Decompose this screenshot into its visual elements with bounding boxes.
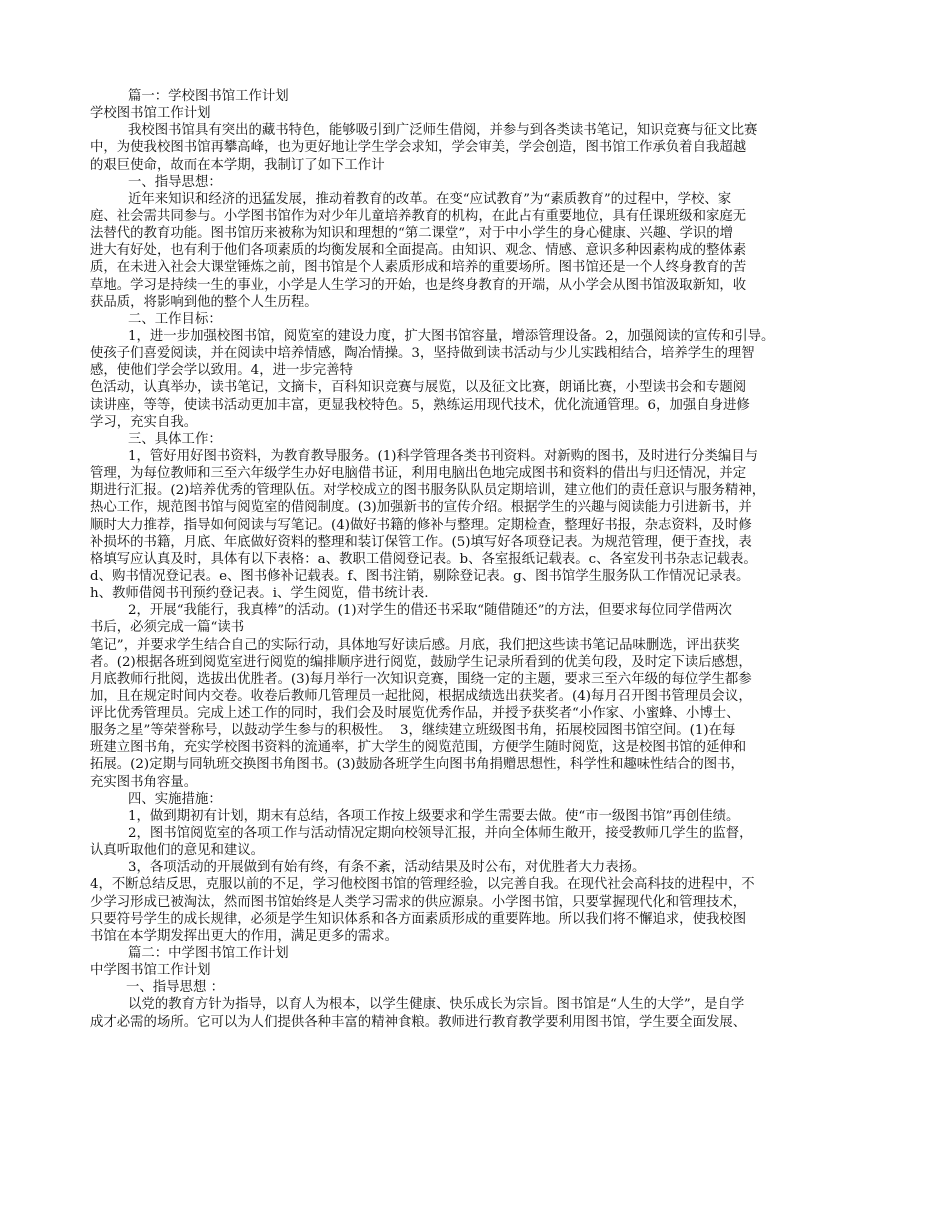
text-line: 二、工作目标： xyxy=(128,311,222,327)
text-line: 学校图书馆工作计划 xyxy=(90,106,211,122)
text-line: 质，在未进入社会大课堂锤炼之前，图书馆是个人素质形成和培养的重要场所。图书馆还是一个人终身教育的苦 xyxy=(90,260,747,276)
text-line: 一、指导思想 ： xyxy=(126,980,224,996)
text-line: 格填写应认真及时，具体有以下表格：a、教职工借阅登记表。b、各室报纸记载表。c、各室发刊书杂志记载表。 xyxy=(90,551,757,567)
text-line: 色活动，认真举办，读书笔记，文摘卡，百科知识竞赛与展览，以及征文比赛，朗诵比赛，小型读书会和专题阅 xyxy=(90,380,747,396)
text-line: 近年来知识和经济的迅猛发展，推动着教育的改革。在变“应试教育”为“素质教育”的过程中，学校、家 xyxy=(128,191,732,207)
text-line: 班建立图书角，充实学校图书资料的流通率，扩大学生的阅览范围，方便学生随时阅览，这是校图书馆的延伸和 xyxy=(90,740,747,756)
text-line: 获品质，将影响到他的整个人生历程。 xyxy=(90,294,318,310)
text-line: 中学图书馆工作计划 xyxy=(90,963,211,979)
text-line: 充实图书角容量。 xyxy=(90,774,198,790)
text-line: 月底教师行批阅，选拔出优胜者。(3)每月举行一次知识竞赛，围绕一定的主题，要求三至六年级的每位学生都参 xyxy=(90,671,752,687)
text-line: 草地。学习是持续一生的事业，小学是人生学习的开始，也是终身教育的开端，从小学会从图书馆汲取新知，收 xyxy=(90,277,747,293)
text-line: 拓展。(2)定期与同轨班交换图书角图书。(3)鼓励各班学生向图书角捐赠思想性，科学性和趣味性结合的图书， xyxy=(90,757,744,773)
text-line: 少学习形成已被淘汰，然而图书馆始终是人类学习需求的供应源泉。小学图书馆，只要掌握现代化和管理技术， xyxy=(90,894,747,910)
text-line: 进大有好处，也有利于他们各项素质的均衡发展和全面提高。由知识、观念、情感、意识多种因素构成的整体素 xyxy=(90,243,747,259)
text-line: 成才必需的场所。它可以为人们提供各种丰富的精神食粮。教师进行教育教学要利用图书馆，学生要全面发展、 xyxy=(90,1014,747,1030)
text-line: 1，做到期初有计划，期末有总结，各项工作按上级要求和学生需要去做。使“市一级图书馆”再创佳绩。 xyxy=(128,808,740,824)
text-line: 感，使他们学会学以致用。4，进一步完善特 xyxy=(90,363,353,379)
text-line: 3，各项活动的开展做到有始有终，有条不紊，活动结果及时公布，对优胜者大力表扬。 xyxy=(128,860,646,876)
text-line: 者。(2)根据各班到阅览室进行阅览的编排顺序进行阅览，鼓励学生记录所看到的优美句段，及时定下读后感想， xyxy=(90,654,752,670)
text-line: 以党的教育方针为指导，以育人为根本，以学生健康、快乐成长为宗旨。图书馆是“人生的大学”，是自学 xyxy=(128,997,745,1013)
text-line: 篇一：学校图书馆工作计划 xyxy=(128,89,289,104)
text-line: h、教师借阅书刊预约登记表。i、学生阅览，借书统计表. xyxy=(90,586,429,602)
text-line: 一、指导思想： xyxy=(128,174,222,190)
text-line: 热心工作，规范图书馆与阅览室的借阅制度。(3)加强新书的宣传介绍。根据学生的兴趣与阅读能力引进新书，并 xyxy=(90,500,752,516)
text-line: 中，为使我校图书馆再攀高峰，也为更好地让学生学会求知，学会审美，学会创造，图书馆工作承负着自我超越 xyxy=(90,140,747,156)
text-line: 笔记”，并要求学生结合自己的实际行动，具体地写好读后感。月底，我们把这些读书笔记品味删选，评出获奖 xyxy=(90,637,740,653)
text-line: 1，管好用好图书资料，为教育教导服务。(1)科学管理各类书刊资料。对新购的图书，及时进行分类编目与 xyxy=(128,448,759,464)
text-line: 使孩子们喜爱阅读，并在阅读中培养情感，陶冶情操。3，坚持做到读书活动与少儿实践相结合，培养学生的理智 xyxy=(90,346,755,362)
text-line: 2，图书馆阅览室的各项工作与活动情况定期向校领导汇报，并向全体师生敞开，接受教师几学生的监督， xyxy=(128,826,753,842)
text-line: 学习，充实自我。 xyxy=(90,414,198,430)
text-line: d、购书情况登记表。e、图书修补记载表。f、图书注销，剔除登记表。g、图书馆学生服务队工作情况记录表。 xyxy=(90,568,750,584)
text-line: 书后，必须完成一篇“读书 xyxy=(90,620,245,636)
text-line: 我校图书馆具有突出的藏书特色，能够吸引到广泛师生借阅，并参与到各类读书笔记，知识竞赛与征文比赛 xyxy=(128,123,758,139)
text-line: 书馆在本学期发挥出更大的作用，满足更多的需求。 xyxy=(90,928,398,944)
text-line: 顺时大力推荐，指导如何阅读与写笔记。(4)做好书籍的修补与整理。定期检查，整理好书报，杂志资料，及时修 xyxy=(90,517,752,533)
text-line: 四、实施措施： xyxy=(128,791,222,807)
text-line: 庭、社会需共同参与。小学图书馆作为对少年儿童培养教育的机构，在此占有重要地位，具有任课班级和家庭无 xyxy=(90,208,747,224)
text-line: 管理，为每位教师和三至六年级学生办好电脑借书证，利用电脑出色地完成图书和资料的借出与归还情况，并定 xyxy=(90,466,747,482)
text-line: 1，进一步加强校图书馆，阅览室的建设力度，扩大图书馆容量，增添管理设备。2，加强阅读的宣传和引导。 xyxy=(128,328,775,344)
document-page xyxy=(90,88,874,1031)
text-line: 的艰巨使命，故而在本学期，我制订了如下工作计 xyxy=(90,157,385,173)
text-line: 认真听取他们的意见和建议。 xyxy=(90,843,265,859)
text-line: 评比优秀管理员。完成上述工作的同时，我们会及时展览优秀作品，并授予获奖者“小作家、小蜜蜂、小博士、 xyxy=(90,706,740,722)
text-line: 加，且在规定时间内交卷。收卷后教师几管理员一起批阅，根据成绩选出获奖者。(4)每月召开图书管理员会议， xyxy=(90,688,752,704)
text-line: 法替代的教育功能。图书馆历来被称为知识和理想的“第二课堂”，对于中小学生的身心健康、兴趣、学识的增 xyxy=(90,226,734,242)
text-line: 4，不断总结反思，克服以前的不足，学习他校图书馆的管理经验，以完善自我。在现代社会高科技的进程中，不 xyxy=(90,877,755,893)
text-line: 只要符号学生的成长规律，必须是学生知识体系和各方面素质形成的重要阵地。所以我们将不懈追求，使我校图 xyxy=(90,911,747,927)
text-line: 三、具体工作： xyxy=(128,431,222,447)
text-line: 服务之星”等荣誉称号，以鼓动学生参与的积极性。 3，继续建立班级图书角，拓展校园图书馆空间。(1)在每 xyxy=(90,723,736,739)
text-line: 2，开展“我能行，我真棒”的活动。(1)对学生的借还书采取“随借随还”的方法，但要求每位同学借两次 xyxy=(128,603,732,619)
text-line: 篇二：中学图书馆工作计划 xyxy=(128,946,289,962)
text-line: 读讲座，等等，使读书活动更加丰富，更显我校特色。5，熟练运用现代技术，优化流通管理。6，加强自身进修 xyxy=(90,397,750,413)
text-line: 期进行汇报。(2)培养优秀的管理队伍。对学校成立的图书服务队队员定期培训，建立他们的责任意识与服务精神， xyxy=(90,483,766,499)
text-line: 补损坏的书籍，月底、年底做好资料的整理和装订保管工作。(5)填写好各项登记表。为规范管理，便于查找，表 xyxy=(90,534,752,550)
